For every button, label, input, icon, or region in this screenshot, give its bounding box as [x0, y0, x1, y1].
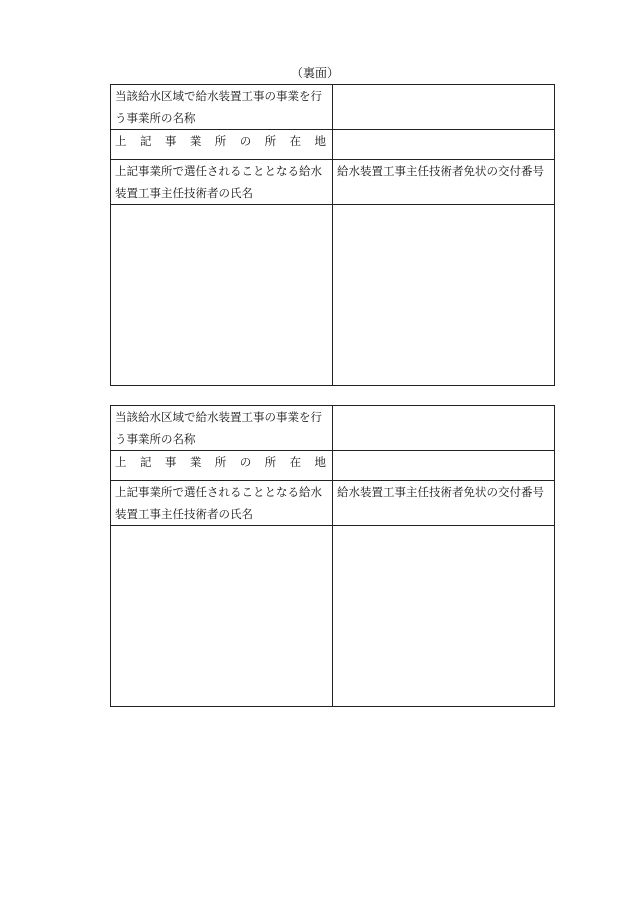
- address-field[interactable]: [333, 451, 555, 481]
- address-label-char: 所: [214, 134, 227, 148]
- address-label-char: の: [239, 455, 252, 469]
- address-label-char: 所: [264, 455, 277, 469]
- business-name-label: 当該給水区域で給水装置工事の事業を行う事業所の名称: [111, 85, 333, 130]
- license-number-header: 給水装置工事主任技術者免状の交付番号: [333, 481, 555, 526]
- engineer-name-header: 上記事業所で選任されることとなる給水装置工事主任技術者の氏名: [111, 160, 333, 205]
- engineer-header-row: [111, 160, 555, 205]
- license-number-field[interactable]: [333, 526, 555, 707]
- address-label-char: 在: [289, 455, 302, 469]
- engineer-name-header: 上記事業所で選任されることとなる給水装置工事主任技術者の氏名: [111, 481, 333, 526]
- address-field[interactable]: [333, 130, 555, 160]
- engineer-entry-row: [111, 205, 555, 386]
- license-number-header: 給水装置工事主任技術者免状の交付番号: [333, 160, 555, 205]
- business-name-row: [111, 85, 555, 130]
- address-label-char: 事: [164, 134, 177, 148]
- address-label-char: 業: [189, 455, 202, 469]
- business-name-label: 当該給水区域で給水装置工事の事業を行う事業所の名称: [111, 406, 333, 451]
- address-label-char: 地: [314, 455, 326, 469]
- address-label-char: の: [239, 134, 252, 148]
- business-name-field[interactable]: [333, 85, 555, 130]
- engineer-entry-row: [111, 526, 555, 707]
- address-label-char: 地: [314, 134, 326, 148]
- address-label-char: 記: [139, 455, 152, 469]
- page-title: （裏面）: [290, 66, 339, 80]
- address-label-char: 事: [164, 455, 177, 469]
- address-label-char: 上: [115, 455, 127, 469]
- business-office-table-1: [110, 84, 555, 386]
- business-office-table-2: [110, 405, 555, 707]
- engineer-header-row: [111, 481, 555, 526]
- address-label: [111, 130, 333, 160]
- address-label-char: 上: [115, 134, 127, 148]
- business-name-row: [111, 406, 555, 451]
- engineer-name-field[interactable]: [111, 526, 333, 707]
- license-number-field[interactable]: [333, 205, 555, 386]
- address-row: [111, 130, 555, 160]
- engineer-name-field[interactable]: [111, 205, 333, 386]
- address-label: [111, 451, 333, 481]
- address-row: [111, 451, 555, 481]
- address-label-char: 記: [139, 134, 152, 148]
- address-label-char: 在: [289, 134, 302, 148]
- address-label-char: 所: [264, 134, 277, 148]
- address-label-char: 所: [214, 455, 227, 469]
- address-label-char: 業: [189, 134, 202, 148]
- business-name-field[interactable]: [333, 406, 555, 451]
